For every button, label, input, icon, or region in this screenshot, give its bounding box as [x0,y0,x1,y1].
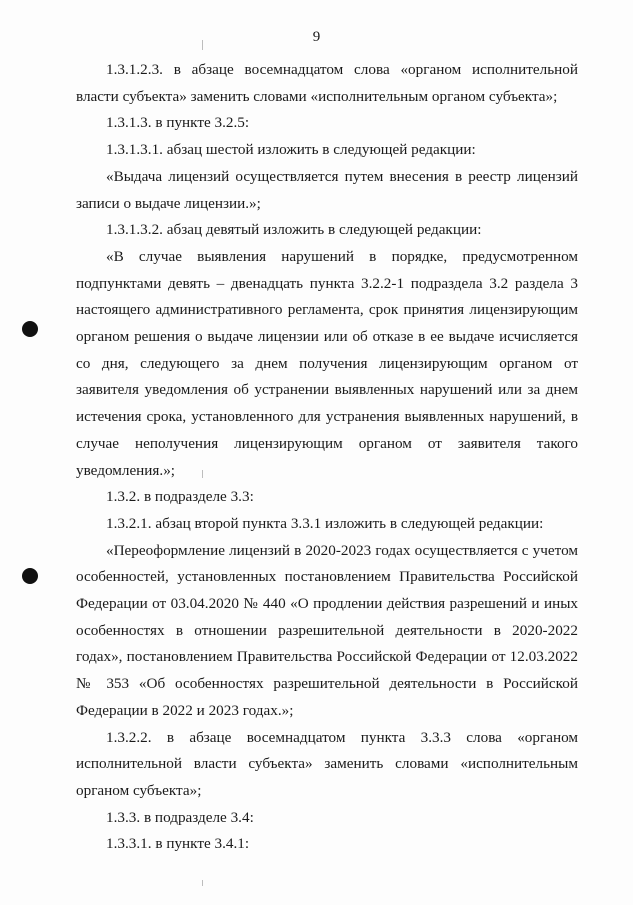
paragraph: 1.3.2. в подразделе 3.3: [106,488,254,506]
paragraph: 1.3.1.3. в пункте 3.2.5: [106,114,250,132]
paragraph: «Выдача лицензий осуществляется путем внесения в реестр лицензий записи о выдаче лицензии.»; [76,167,578,212]
punch-hole [22,321,38,337]
paragraph: 1.3.3.1. в пункте 3.4.1: [106,835,250,853]
paragraph: 1.3.1.3.2. абзац девятый изложить в следующей редакции: [106,221,482,239]
paragraph: 1.3.1.3.1. абзац шестой изложить в следующей редакции: [106,141,476,159]
punch-hole [22,568,38,584]
page-number: 9 [312,29,321,45]
paragraph: «В случае выявления нарушений в порядке, предусмотренном подпунктами девять – двенадцать пункта 3.2.2-1 подраздела 3.2 раздела 3 настоящего административного регламента, срок принятия лицензирующим органом решения о выдаче лицензии или об отказе в ее выдаче исчисляется со дня, следующего за днем получения лицензирующим органом от заявителя уведомления об устранении выявленных нарушений или за днем истечения срока, установленного для устранения выявленных нарушений, в случае неполучения лицензирующим органом от заявителя такого уведомления.»; [76,247,578,479]
paragraph: «Переоформление лицензий в 2020-2023 годах осуществляется с учетом особенностей, установленных постановлением Правительства Российской Федерации от 03.04.2020 № 440 «О продлении действия разрешений и иных особенностях в отношении разрешительной деятельности в 2020-2022 годах», постановлением Правительства Российской Федерации от 12.03.2022 № 353 «Об особенностях разрешительной деятельности в Российской Федерации в 2022 и 2023 годах.»; [76,541,578,719]
paragraph: 1.3.2.1. абзац второй пункта 3.3.1 изложить в следующей редакции: [106,514,544,532]
paragraph: 1.3.1.2.3. в абзаце восемнадцатом слова «органом исполнительной власти субъекта» заменить словами «исполнительным органом субъекта»; [76,61,578,105]
paragraph: 1.3.2.2. в абзаце восемнадцатом пункта 3.3.3 слова «органом исполнительной власти субъекта» заменить словами «исполнительным органом субъекта»; [76,728,578,799]
paragraph: 1.3.3. в подразделе 3.4: [106,808,254,826]
document-body [76,57,578,858]
binding-mark [202,880,203,886]
